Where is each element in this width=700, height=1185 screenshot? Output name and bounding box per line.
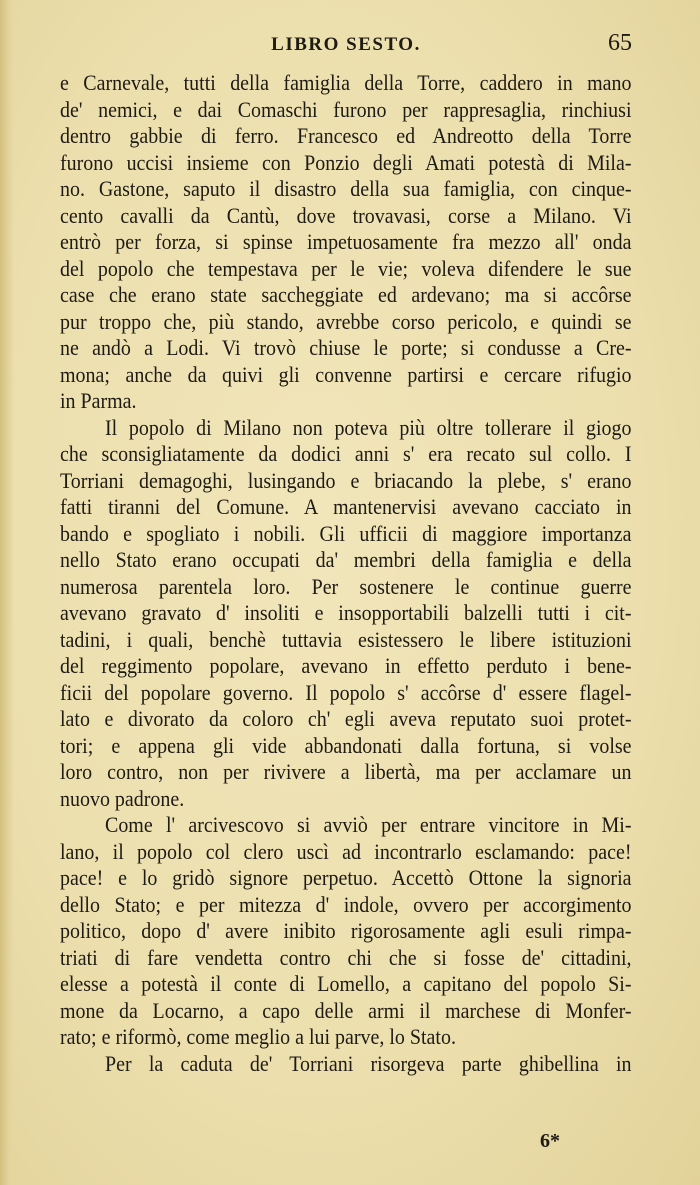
text-line: no. Gastone, saputo il disastro della sua famiglia, con cinque- xyxy=(60,176,632,201)
text-line: case che erano state saccheggiate ed ardevano; ma si accôrse xyxy=(60,282,632,307)
text-line: politico, dopo d' avere inibito rigorosamente agli esuli rimpa- xyxy=(60,918,632,943)
text-line: elesse a potestà il conte di Lomello, a capitano del popolo Si- xyxy=(60,971,632,996)
text-line: furono uccisi insieme con Ponzio degli Amati potestà di Mila- xyxy=(60,149,632,175)
text-line: tori; e appena gli vide abbandonati dalla fortuna, si volse xyxy=(60,732,632,758)
text-line: pace! e lo gridò signore perpetuo. Accettò Ottone la signoria xyxy=(60,865,632,890)
text-line: de' nemici, e dai Comaschi furono per rappresaglia, rinchiusi xyxy=(60,96,632,122)
text-line: ficii del popolare governo. Il popolo s' accôrse d' essere flagel- xyxy=(60,679,632,705)
text-line: bando e spogliato i nobili. Gli ufficii di maggiore importanza xyxy=(60,520,632,546)
paragraph-end-line: in Parma. xyxy=(60,388,137,413)
text-line: fatti tiranni del Comune. A mantenervisi avevano cacciato in xyxy=(60,494,632,519)
paragraph-start-line: Come l' arcivescovo si avviò per entrare vincitore in Mi- xyxy=(105,812,632,837)
text-line: numerosa parentela loro. Per sostenere le continue guerre xyxy=(60,573,632,599)
text-line: pur troppo che, più stando, avrebbe corso pericolo, e quindi se xyxy=(60,308,632,334)
page-header xyxy=(60,30,632,58)
text-line: nello Stato erano occupati da' membri della famiglia e della xyxy=(60,547,632,572)
text-line: lano, il popolo col clero uscì ad incontrarlo esclamando: pace! xyxy=(60,838,632,864)
paragraph-start-line: Il popolo di Milano non poteva più oltre tollerare il giogo xyxy=(105,414,632,440)
running-title: LIBRO SESTO. xyxy=(271,34,421,55)
text-line: tadini, i quali, benchè tuttavia esistessero le libere istituzioni xyxy=(60,626,632,652)
text-line: mone da Locarno, a capo delle armi il marchese di Monfer- xyxy=(60,997,632,1023)
text-line: del popolo che tempestava per le vie; voleva difendere le sue xyxy=(60,255,632,281)
text-line: mona; anche da quivi gli convenne partirsi e cercare rifugio xyxy=(60,361,632,387)
text-line: entrò per forza, si spinse impetuosamente fra mezzo all' onda xyxy=(60,229,632,254)
text-line: cento cavalli da Cantù, dove trovavasi, corse a Milano. Vi xyxy=(60,202,632,228)
text-line: lato e divorato da coloro ch' egli aveva reputato suoi protet- xyxy=(60,706,632,731)
text-line: e Carnevale, tutti della famiglia della Torre, caddero in mano xyxy=(60,70,632,95)
binding-edge xyxy=(0,0,14,1185)
signature-mark: 6* xyxy=(540,1130,560,1152)
text-line: dello Stato; e per mitezza d' indole, ovvero per accorgimento xyxy=(60,891,632,917)
text-line: triati di fare vendetta contro chi che si fosse de' cittadini, xyxy=(60,944,632,970)
page-number: 65 xyxy=(608,30,632,56)
text-line: del reggimento popolare, avevano in effetto perduto i bene- xyxy=(60,653,632,678)
text-line: loro contro, non per rivivere a libertà, ma per acclamare un xyxy=(60,759,632,784)
paragraph-end-line: rato; e riformò, come meglio a lui parve, lo Stato. xyxy=(60,1024,456,1049)
text-line: avevano gravato d' insoliti e insopportabili balzelli tutti i cit- xyxy=(60,600,632,625)
text-line: ne andò a Lodi. Vi trovò chiuse le porte; si condusse a Cre- xyxy=(60,335,632,360)
paragraph-end-line: nuovo padrone. xyxy=(60,785,185,811)
text-line: Torriani demagoghi, lusingando e briacando la plebe, s' erano xyxy=(60,467,632,493)
text-line: che sconsigliatamente da dodici anni s' era recato sul collo. I xyxy=(60,441,632,466)
body-text xyxy=(60,70,632,1077)
paragraph-start-line: Per la caduta de' Torriani risorgeva parte ghibellina in xyxy=(105,1050,632,1076)
text-line: dentro gabbie di ferro. Francesco ed Andreotto della Torre xyxy=(60,123,632,148)
